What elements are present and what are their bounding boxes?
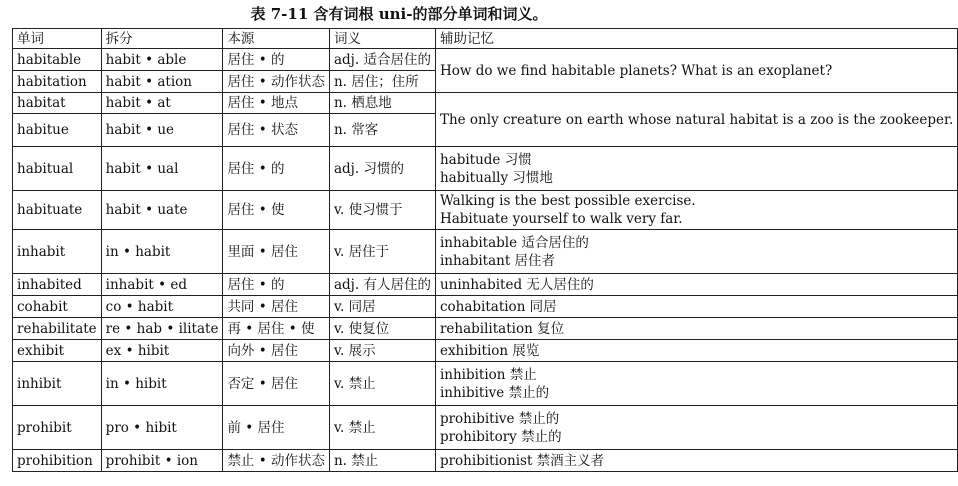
cell-origin: 居住 • 地点 [223,93,330,114]
cell-word: cohabit [13,296,102,318]
cell-origin: 居住 • 的 [223,49,330,71]
cell-origin: 前 • 居住 [223,406,330,450]
cell-origin: 居住 • 的 [223,147,330,191]
cell-meaning: n. 常客 [329,114,435,147]
cell-split: habit • uate [101,191,223,230]
table-caption: 表 7-11 含有词根 uni-的部分单词和词义。 [250,5,548,23]
cell-split: prohibit • ion [101,450,223,472]
cell-memo [435,362,957,406]
vocabulary-table [12,28,958,472]
cell-memo: uninhabited 无人居住的 [435,274,957,296]
cell-meaning: n. 居住；住所 [329,71,435,93]
table-row [13,406,958,450]
cell-split: inhabit • ed [101,274,223,296]
cell-word: exhibit [13,340,102,362]
cell-origin: 再 • 居住 • 使 [223,318,330,340]
memo-line: Walking is the best possible exercise. [439,193,696,209]
cell-split: habit • at [101,93,223,114]
cell-origin: 居住 • 动作状态 [223,71,330,93]
cell-origin: 居住 • 使 [223,191,330,230]
cell-meaning: v. 展示 [329,340,435,362]
cell-split: habit • ation [101,71,223,93]
memo-line: prohibitive 禁止的 [439,410,560,427]
memo-line: inhibition 禁止 [439,366,537,383]
cell-origin: 里面 • 居住 [223,230,330,274]
cell-memo [435,406,957,450]
table-row [13,147,958,191]
cell-origin: 居住 • 的 [223,274,330,296]
table-row [13,296,958,318]
cell-word: habitation [13,71,102,93]
cell-word: habitat [13,93,102,114]
cell-split: co • habit [101,296,223,318]
table-row [13,93,958,114]
table-row [13,340,958,362]
cell-origin: 否定 • 居住 [223,362,330,406]
header-meaning: 词义 [329,29,435,49]
header-origin: 本源 [223,29,330,49]
cell-meaning: adj. 适合居住的 [329,49,435,71]
cell-split: habit • ual [101,147,223,191]
cell-memo: The only creature on earth whose natural habitat is a zoo is the zookeeper. [435,93,957,147]
header-row [13,29,958,49]
table-row [13,49,958,71]
table-row [13,450,958,472]
memo-line: inhabitable 适合居住的 [439,234,589,251]
cell-meaning: v. 同居 [329,296,435,318]
cell-word: prohibit [13,406,102,450]
cell-word: habitue [13,114,102,147]
cell-meaning: v. 使复位 [329,318,435,340]
cell-split: habit • ue [101,114,223,147]
cell-word: inhibit [13,362,102,406]
header-memo: 辅助记忆 [435,29,957,49]
memo-line: inhabitant 居住者 [439,252,556,269]
cell-meaning: v. 使习惯于 [329,191,435,230]
cell-split: pro • hibit [101,406,223,450]
cell-memo: rehabilitation 复位 [435,318,957,340]
cell-meaning: adj. 习惯的 [329,147,435,191]
cell-split: in • hibit [101,362,223,406]
cell-meaning: v. 禁止 [329,362,435,406]
cell-word: habitable [13,49,102,71]
table-row [13,230,958,274]
cell-word: rehabilitate [13,318,102,340]
memo-line: habitude 习惯 [439,151,532,168]
table-row [13,318,958,340]
cell-meaning: v. 禁止 [329,406,435,450]
cell-memo: prohibitionist 禁酒主义者 [435,450,957,472]
memo-line: inhibitive 禁止的 [439,384,550,401]
cell-memo: cohabitation 同居 [435,296,957,318]
cell-meaning: v. 居住于 [329,230,435,274]
memo-line: Habituate yourself to walk very far. [439,211,683,227]
cell-meaning: adj. 有人居住的 [329,274,435,296]
cell-split: re • hab • ilitate [101,318,223,340]
cell-split: in • habit [101,230,223,274]
cell-memo [435,191,957,230]
memo-line: habitually 习惯地 [439,169,553,186]
cell-origin: 居住 • 状态 [223,114,330,147]
cell-memo [435,230,957,274]
cell-memo: How do we find habitable planets? What is an exoplanet? [435,49,957,93]
cell-memo: exhibition 展览 [435,340,957,362]
cell-word: prohibition [13,450,102,472]
memo-line: prohibitory 禁止的 [439,428,562,445]
cell-split: ex • hibit [101,340,223,362]
cell-memo [435,147,957,191]
cell-meaning: n. 禁止 [329,450,435,472]
cell-split: habit • able [101,49,223,71]
header-word: 单词 [13,29,102,49]
cell-meaning: n. 栖息地 [329,93,435,114]
table-row [13,362,958,406]
cell-word: habitual [13,147,102,191]
table-row [13,191,958,230]
cell-origin: 禁止 • 动作状态 [223,450,330,472]
cell-word: habituate [13,191,102,230]
cell-origin: 共同 • 居住 [223,296,330,318]
cell-word: inhabit [13,230,102,274]
header-split: 拆分 [101,29,223,49]
table-row [13,274,958,296]
cell-word: inhabited [13,274,102,296]
cell-origin: 向外 • 居住 [223,340,330,362]
